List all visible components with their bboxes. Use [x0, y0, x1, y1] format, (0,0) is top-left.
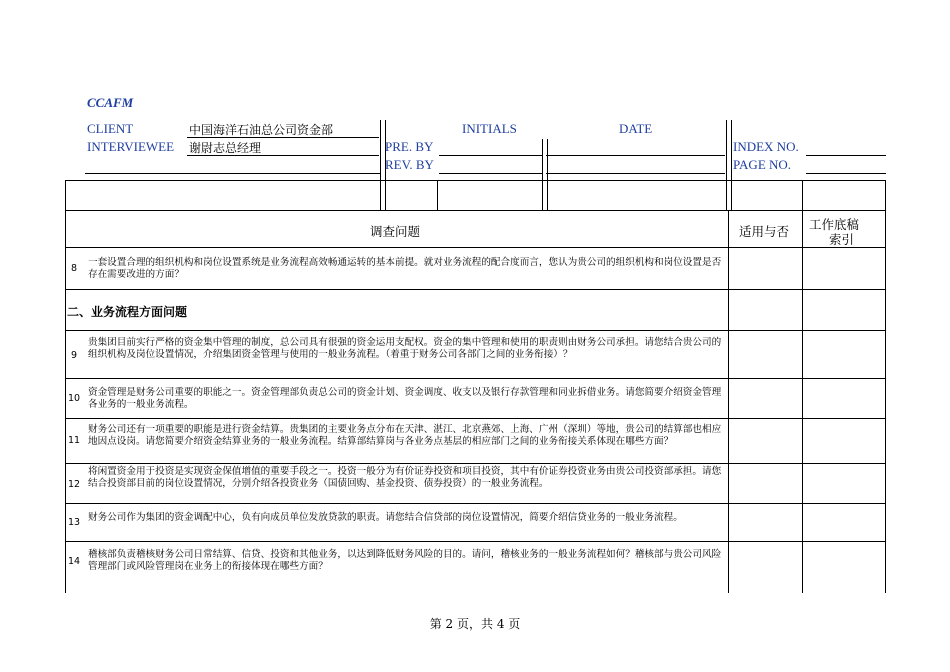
row-number: 11: [67, 435, 81, 446]
header-underline: [85, 173, 380, 174]
pre-by-label: PRE. BY: [385, 139, 434, 154]
index-no-label: INDEX NO.: [733, 139, 799, 154]
section-heading: 二、业务流程方面问题: [67, 305, 188, 319]
header-divider-4: [437, 180, 438, 210]
row-10-bottom: [65, 418, 886, 419]
client-value: 中国海洋石油总公司资金部: [189, 123, 334, 137]
rev-by-date-line: [546, 173, 725, 174]
header-divider-1: [380, 120, 386, 210]
rev-by-label: REV. BY: [385, 157, 434, 172]
table-header-top: [65, 210, 886, 211]
index-no-line: [806, 155, 886, 156]
table-col-divider-1: [728, 210, 729, 593]
question-text: 贵集团目前实行严格的资金集中管理的制度，总公司具有很强的资金运用支配权。资金的集中管理和使用的职责则由财务公司承担。请您结合贵公司的组织机构及岗位设置情况，介绍集团资金管理与使用的一般业务流程。（着重于财务公司各部门之间的业务衔接）？: [88, 337, 722, 360]
question-text: 稽核部负责稽核财务公司日常结算、信贷、投资和其他业务，以达到降低财务风险的目的。请问，稽核业务的一般业务流程如何？稽核部与贵公司风险管理部门或风险管理岗在业务上的衔接体现在哪些方面？: [88, 549, 722, 572]
interviewee-underline: [187, 155, 379, 156]
column-header-applicable: 适用与否: [739, 224, 790, 239]
page-no-line: [806, 173, 886, 174]
row-12-bottom: [65, 503, 886, 504]
date-label: DATE: [619, 121, 653, 136]
page-footer: 第 2 页，共 4 页: [429, 617, 521, 631]
page-no-label: PAGE NO.: [733, 157, 792, 172]
rev-by-initials-line: [439, 173, 542, 174]
table-header-bottom: [65, 247, 886, 248]
initials-label: INITIALS: [462, 121, 517, 136]
row-13-bottom: [65, 541, 886, 542]
question-text: 财务公司作为集团的资金调配中心，负有向成员单位发放贷款的职责。请您结合信贷部的岗位设置情况，简要介绍信贷业务的一般业务流程。: [88, 512, 683, 523]
row-number: 14: [67, 556, 81, 567]
pre-by-date-line: [546, 155, 725, 156]
table-left-border: [65, 180, 66, 593]
client-label: CLIENT: [87, 121, 134, 136]
client-underline: [187, 137, 379, 138]
logo-text: CCAFM: [87, 95, 134, 110]
row-number: 13: [67, 517, 81, 528]
row-number: 8: [70, 263, 78, 274]
question-text: 将闲置资金用于投资是实现资金保值增值的重要手段之一。投资一般分为有价证券投资和项目投资，其中有价证券投资业务由贵公司投资部承担。请您结合投资部目前的岗位设置情况，分别介绍各投资业务（国债回购、基金投资、债券投资）的一般业务流程。: [88, 466, 722, 489]
header-divider-3: [726, 120, 732, 210]
column-header-ref-line2: 索引: [829, 232, 855, 247]
table-right-border: [885, 180, 886, 593]
question-text: 一套设置合理的组织机构和岗位设置系统是业务流程高效畅通运转的基本前提。就对业务流程的配合度而言，您认为贵公司的组织机构和岗位设置是否存在需要改进的方面？: [88, 257, 722, 280]
question-text: 财务公司还有一项重要的职能是进行资金结算。贵集团的主要业务点分布在天津、湛江、北京燕郊、上海、广州（深圳）等地，贵公司的结算部也相应地因点设岗。请您简要介绍资金结算业务的一般业务流程。结算部结算岗与各业务点基层的相应部门之间的业务衔接关系体现在哪些方面？: [88, 424, 722, 447]
row-number: 10: [67, 393, 81, 404]
pre-by-initials-line: [439, 155, 542, 156]
column-header-question: 调查问题: [370, 224, 421, 239]
row-8-bottom: [65, 289, 886, 290]
header-divider-5: [802, 180, 803, 210]
column-header-ref-line1: 工作底稿: [809, 217, 860, 232]
header-divider-2: [542, 139, 548, 210]
row-11-bottom: [65, 463, 886, 464]
table-col-divider-2: [802, 210, 803, 593]
interviewee-label: INTERVIEWEE: [87, 139, 175, 154]
question-text: 资金管理是财务公司重要的职能之一。资金管理部负责总公司的资金计划、资金调度、收支以及银行存款管理和同业拆借业务。请您简要介绍资金管理各业务的一般业务流程。: [88, 387, 722, 410]
section-row-bottom: [65, 330, 886, 331]
row-number: 12: [67, 479, 81, 490]
row-number: 9: [70, 350, 78, 361]
table-top-border: [65, 180, 886, 181]
interviewee-value: 谢尉志总经理: [189, 141, 262, 155]
row-9-bottom: [65, 378, 886, 379]
